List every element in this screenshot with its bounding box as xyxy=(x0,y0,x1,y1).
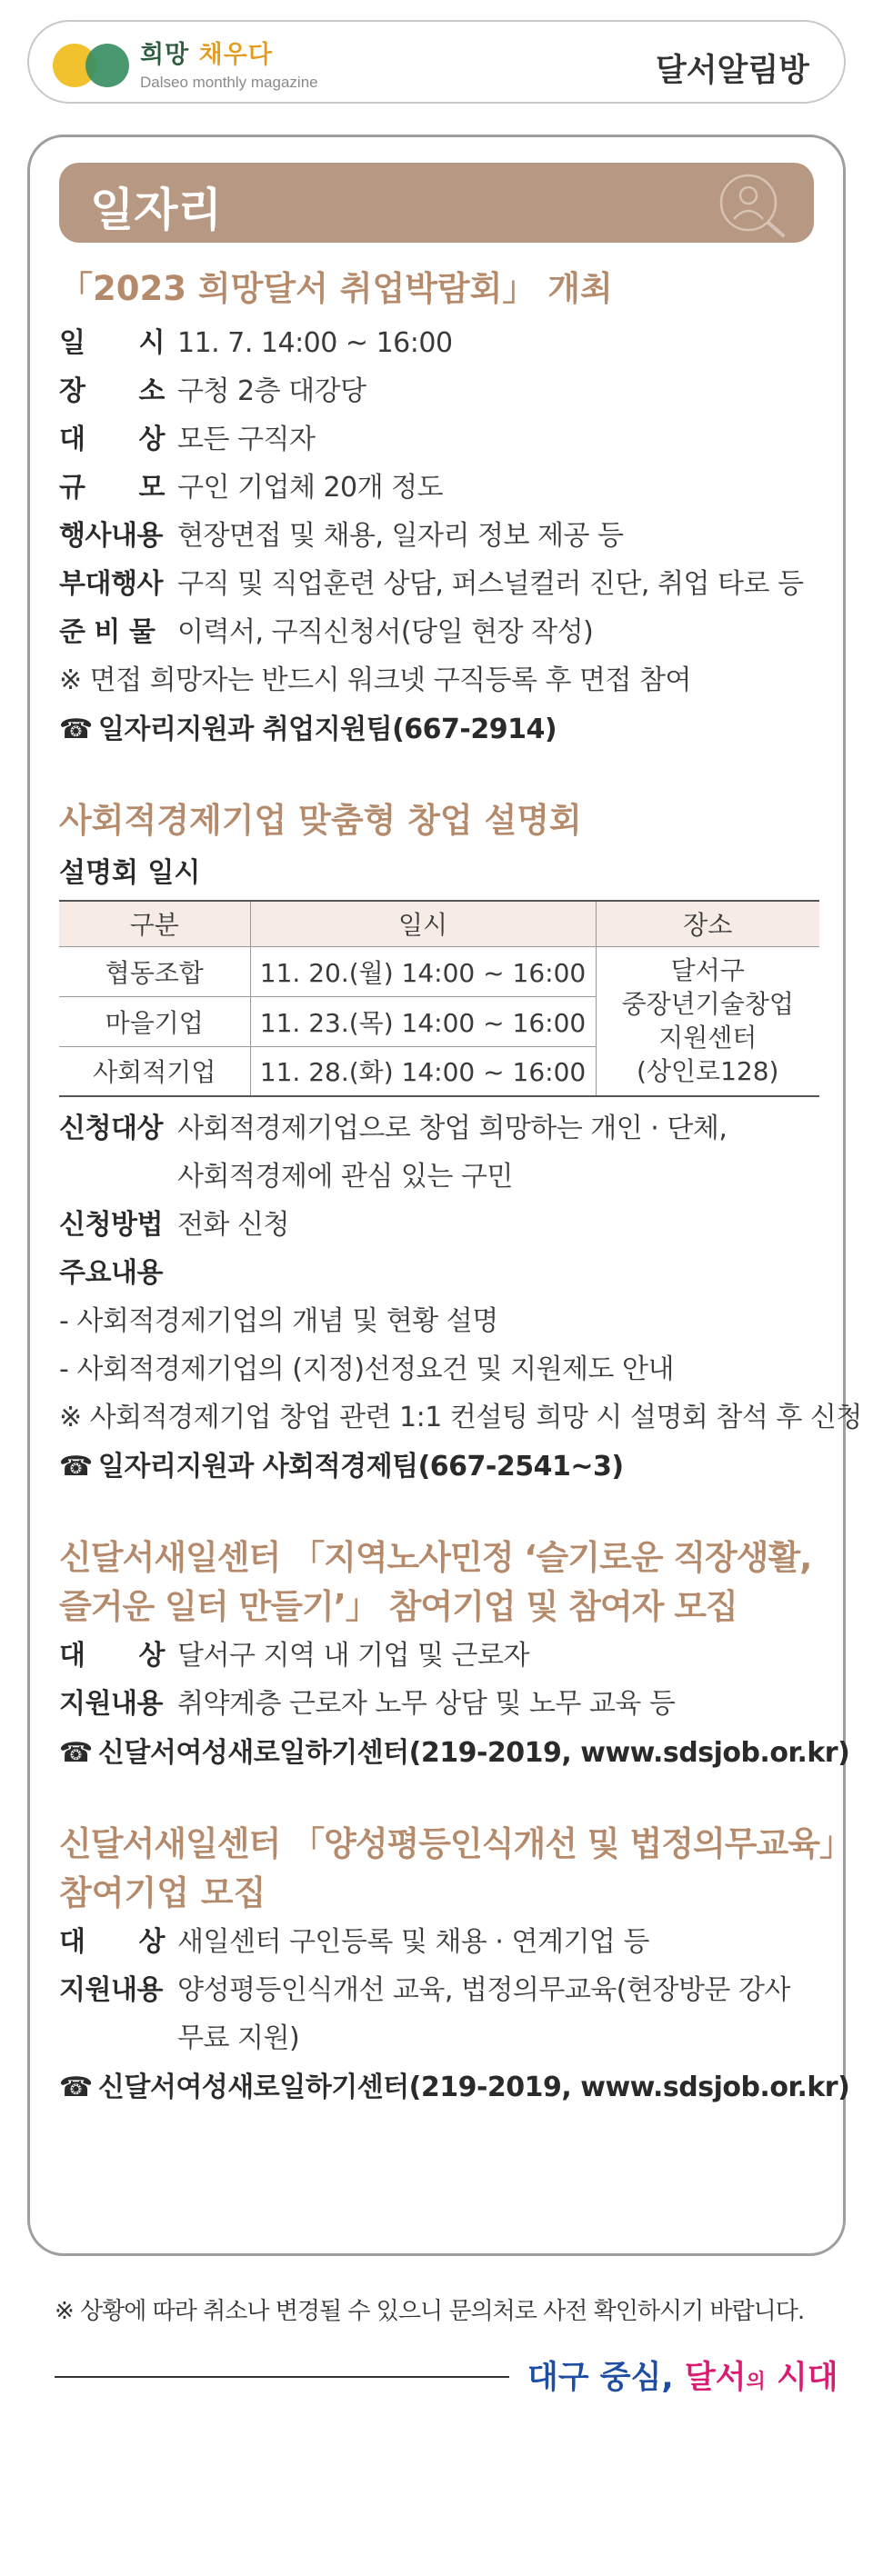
content xyxy=(59,265,862,2112)
note: ※ 사회적경제기업 창업 관련 1:1 컨설팅 희망 시 설명회 참석 후 신청 xyxy=(59,1402,862,1433)
section-title: 사회적경제기업 맞춤형 창업 설명회 xyxy=(59,801,582,840)
table-header: 일시 xyxy=(250,901,596,946)
section-title: 신달서새일센터 「지역노사민정 ‘슬기로운 직장생활, xyxy=(59,1538,812,1577)
info-row: 지원내용 취약계층 근로자 노무 상담 및 노무 교육 등 xyxy=(59,1688,676,1720)
brand-main: 희망 xyxy=(140,41,190,69)
list-item: - 사회적경제기업의 개념 및 현황 설명 xyxy=(59,1305,498,1337)
info-row: 지원내용 양성평등인식개선 교육, 법정의무교육(현장방문 강사 xyxy=(59,1974,790,2006)
slogan: 대구 중심, 달서의 시대 xyxy=(527,2360,838,2396)
info-row: 장 소 구청 2층 대강당 xyxy=(59,375,366,407)
place-cell: 달서구 중장년기술창업 지원센터 (상인로128) xyxy=(596,946,819,1096)
note: ※ 면접 희망자는 반드시 워크넷 구직등록 후 면접 참여 xyxy=(59,664,692,696)
info-row: 일 시 11. 7. 14:00 ~ 16:00 xyxy=(59,327,453,359)
section-title-continued: 참여기업 모집 xyxy=(59,1873,266,1912)
info-row: 대 상 달서구 지역 내 기업 및 근로자 xyxy=(59,1640,529,1672)
info-row: 신청대상 사회적경제기업으로 창업 희망하는 개인 · 단체, xyxy=(59,1113,728,1144)
info-row: 규 모 구인 기업체 20개 정도 xyxy=(59,472,444,504)
contact: ☎ 일자리지원과 취업지원팀(667-2914) xyxy=(59,714,557,745)
category-banner xyxy=(59,163,814,243)
info-row-continued: 사회적경제에 관심 있는 구민 xyxy=(177,1161,513,1193)
contact: ☎ 신달서여성새로일하기센터(219-2019, www.sdsjob.or.kr) xyxy=(59,2072,850,2103)
category-title: 일자리 xyxy=(90,184,222,236)
table-header: 장소 xyxy=(596,901,819,946)
telephone-icon: ☎ xyxy=(59,1737,93,1769)
brand xyxy=(140,35,318,92)
contact: ☎ 일자리지원과 사회적경제팀(667-2541~3) xyxy=(59,1451,624,1483)
table-row: 사회적기업 11. 28.(화) 14:00 ~ 16:00 xyxy=(59,1046,819,1096)
section-title: 신달서새일센터 「양성평등인식개선 및 법정의무교육」 xyxy=(59,1824,852,1863)
section-title: 「2023 희망달서 취업박람회」 개최 xyxy=(59,269,613,308)
section-title-continued: 즐거운 일터 만들기’」 참여기업 및 참여자 모집 xyxy=(59,1587,738,1626)
list-item: - 사회적경제기업의 (지정)선정요건 및 지원제도 안내 xyxy=(59,1353,674,1385)
job-search-icon xyxy=(714,170,790,239)
content-card xyxy=(27,135,862,2256)
info-row: 대 상 새일센터 구인등록 및 채용 · 연계기업 등 xyxy=(59,1926,649,1958)
contact: ☎ 신달서여성새로일하기센터(219-2019, www.sdsjob.or.kr) xyxy=(59,1737,850,1769)
brand-subtitle: Dalseo monthly magazine xyxy=(140,74,318,91)
table-row: 마을기업 11. 23.(목) 14:00 ~ 16:00 xyxy=(59,996,819,1046)
telephone-icon: ☎ xyxy=(59,714,93,745)
info-row: 부대행사 구직 및 직업훈련 상담, 퍼스널컬러 진단, 취업 타로 등 xyxy=(59,568,804,600)
info-row: 주요내용 xyxy=(59,1257,163,1289)
divider xyxy=(55,2376,509,2378)
footnote: ※ 상황에 따라 취소나 변경될 수 있으니 문의처로 사전 확인하시기 바랍니다. xyxy=(55,2298,805,2325)
section-name: 달서알림방 xyxy=(655,53,809,89)
page-header xyxy=(27,20,846,104)
info-row: 준 비 물 이력서, 구직신청서(당일 현장 작성) xyxy=(59,616,594,648)
magazine-logo xyxy=(53,38,135,87)
table-caption: 설명회 일시 xyxy=(59,857,201,889)
schedule-table xyxy=(59,900,819,1097)
info-row: 신청방법 전화 신청 xyxy=(59,1209,289,1241)
telephone-icon: ☎ xyxy=(59,2072,93,2103)
info-row-continued: 무료 지원) xyxy=(177,2022,300,2054)
info-row: 대 상 모든 구직자 xyxy=(59,424,316,455)
table-header: 구분 xyxy=(59,901,250,946)
info-row: 행사내용 현장면접 및 채용, 일자리 정보 제공 등 xyxy=(59,520,624,552)
table-row: 협동조합 11. 20.(월) 14:00 ~ 16:00 달서구 중장년기술창업 지원센터 (상인로128) xyxy=(59,946,819,996)
telephone-icon: ☎ xyxy=(59,1451,93,1483)
brand-accent: 채우다 xyxy=(198,41,273,69)
